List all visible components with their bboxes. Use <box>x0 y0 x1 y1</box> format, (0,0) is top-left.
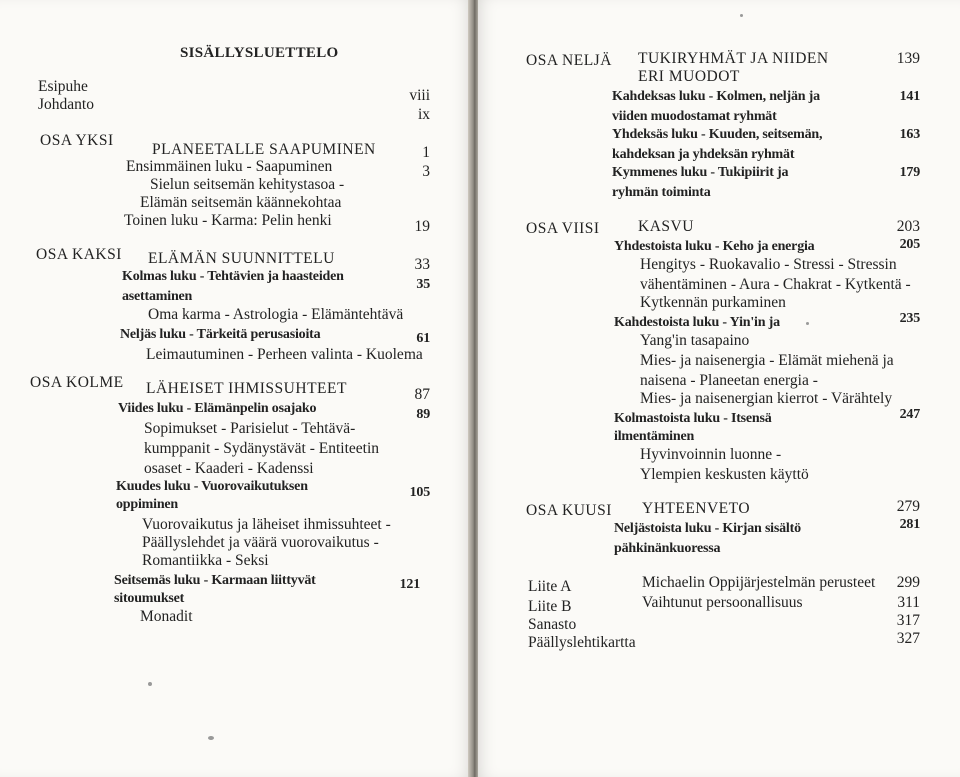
chapter-title: Seitsemäs luku - Karmaan liittyvät <box>114 573 316 588</box>
chapter-title: Toinen luku - Karma: Pelin henki <box>124 212 332 229</box>
chapter-page: 205 <box>899 237 920 252</box>
chapter-subtopics: Mies- ja naisenergian kierrot - Värähtely <box>640 390 893 407</box>
chapter-page: 105 <box>409 485 430 500</box>
appendix-page: 311 <box>897 594 920 611</box>
chapter-title: Yhdestoista luku - Keho ja energia <box>614 239 815 254</box>
chapter-title-cont: Yang'in tasapaino <box>640 332 750 349</box>
part-title: YHTEENVETO <box>642 500 751 517</box>
chapter-title-cont: viiden muodostamat ryhmät <box>612 109 777 124</box>
chapter-subtopics: Monadit <box>140 608 193 625</box>
left-page <box>0 0 470 777</box>
chapter-title-cont: asettaminen <box>122 289 193 304</box>
part-title: TUKIRYHMÄT JA NIIDEN <box>638 50 829 67</box>
chapter-subtopics: Leimautuminen - Perheen valinta - Kuolema <box>146 346 423 363</box>
chapter-title: Kymmenes luku - Tukipiirit ja <box>612 165 789 180</box>
chapter-title: Yhdeksäs luku - Kuuden, seitsemän, <box>612 127 823 142</box>
paper-speck <box>148 682 152 686</box>
chapter-page: 61 <box>416 331 430 346</box>
map-page: 327 <box>896 630 920 647</box>
chapter-page: 163 <box>899 127 920 142</box>
appendix-label: Liite A <box>528 578 572 595</box>
chapter-title: Neljästoista luku - Kirjan sisältö <box>614 521 801 536</box>
part-label: OSA NELJÄ <box>526 52 612 69</box>
chapter-subtopics: Oma karma - Astrologia - Elämäntehtävä <box>148 306 404 323</box>
chapter-title-cont: ilmentäminen <box>614 429 695 444</box>
chapter-page: 19 <box>414 218 430 235</box>
chapter-subtopics: vähentäminen - Aura - Chakrat - Kytkentä - <box>640 276 911 293</box>
part-label: OSA KUUSI <box>526 502 612 519</box>
chapter-subtopics: Elämän seitsemän käännekohtaa <box>140 194 342 211</box>
paper-speck <box>740 14 743 17</box>
chapter-page: 235 <box>899 311 920 326</box>
chapter-subtopics: naisena - Planeetan energia - <box>640 372 818 389</box>
part-title: KASVU <box>638 218 694 235</box>
part-label: OSA YKSI <box>40 132 114 149</box>
part-title: PLANEETALLE SAAPUMINEN <box>152 141 376 158</box>
chapter-subtopics: Romantiikka - Seksi <box>142 552 269 569</box>
paper-speck <box>208 736 214 740</box>
chapter-subtopics: osaset - Kaaderi - Kadenssi <box>144 460 314 477</box>
chapter-page: 141 <box>899 89 920 104</box>
part-page: 1 <box>422 144 430 161</box>
chapter-title: Neljäs luku - Tärkeitä perusasioita <box>120 327 321 342</box>
appendix-label: Liite B <box>528 598 572 615</box>
chapter-title: Kolmas luku - Tehtävien ja haasteiden <box>122 269 344 284</box>
chapter-subtopics: Hyvinvoinnin luonne - <box>640 446 782 463</box>
chapter-page: 247 <box>899 407 920 422</box>
chapter-page: 281 <box>899 517 920 532</box>
glossary-page: 317 <box>896 612 920 629</box>
chapter-subtopics: Päällyslehdet ja väärä vuorovaikutus - <box>142 534 379 551</box>
part-page: 279 <box>896 498 920 515</box>
chapter-title: Kahdeksas luku - Kolmen, neljän ja <box>612 89 820 104</box>
chapter-subtopics: Ylempien keskusten käyttö <box>640 466 809 483</box>
part-label: OSA VIISI <box>526 220 600 237</box>
chapter-title: Kahdestoista luku - Yin'in ja <box>614 315 780 330</box>
chapter-title-cont: oppiminen <box>116 497 178 512</box>
chapter-subtopics: Vuorovaikutus ja läheiset ihmissuhteet - <box>142 516 391 533</box>
chapter-subtopics: Sielun seitsemän kehitystasoa - <box>150 176 345 193</box>
preface-label: Esipuhe <box>38 78 88 95</box>
chapter-title-cont: kahdeksan ja yhdeksän ryhmät <box>612 147 795 162</box>
part-page: 139 <box>896 50 920 67</box>
chapter-subtopics: kumppanit - Sydänystävät - Entiteetin <box>144 440 380 457</box>
chapter-title: Kolmastoista luku - Itsensä <box>614 411 772 426</box>
chapter-page: 179 <box>899 165 920 180</box>
part-label: OSA KAKSI <box>36 246 122 263</box>
appendix-page: 299 <box>896 574 920 591</box>
chapter-subtopics: Mies- ja naisenergia - Elämät miehenä ja <box>640 352 894 369</box>
glossary-label: Sanasto <box>528 616 577 633</box>
chapter-subtopics: Sopimukset - Parisielut - Tehtävä- <box>144 420 356 437</box>
part-page: 33 <box>414 256 430 273</box>
preface-page: viii <box>409 87 430 104</box>
chapter-title: Ensimmäinen luku - Saapuminen <box>126 158 333 175</box>
right-page <box>478 0 960 777</box>
appendix-title: Michaelin Oppijärjestelmän perusteet <box>642 574 876 591</box>
part-title-cont: ERI MUODOT <box>638 68 740 85</box>
part-page: 203 <box>896 218 920 235</box>
part-page: 87 <box>414 386 430 403</box>
appendix-title: Vaihtunut persoonallisuus <box>642 594 803 611</box>
chapter-title-cont: ryhmän toiminta <box>612 185 711 200</box>
paper-speck <box>806 322 809 325</box>
map-label: Päällyslehtikartta <box>528 634 636 651</box>
toc-title: SISÄLLYSLUETTELO <box>180 45 339 61</box>
chapter-page: 121 <box>399 577 420 592</box>
chapter-page: 89 <box>416 407 430 422</box>
chapter-title-cont: sitoumukset <box>114 591 185 606</box>
part-title: ELÄMÄN SUUNNITTELU <box>148 250 335 267</box>
chapter-title-cont: pähkinänkuoressa <box>614 541 721 556</box>
chapter-page: 35 <box>416 277 430 292</box>
part-label: OSA KOLME <box>30 374 124 391</box>
part-title: LÄHEISET IHMISSUHTEET <box>146 380 347 397</box>
chapter-subtopics: Hengitys - Ruokavalio - Stressi - Stressin <box>640 256 897 273</box>
chapter-subtopics: Kytkennän purkaminen <box>640 294 786 311</box>
chapter-title: Kuudes luku - Vuorovaikutuksen <box>116 479 308 494</box>
intro-label: Johdanto <box>38 96 94 113</box>
chapter-page: 3 <box>422 163 430 180</box>
chapter-title: Viides luku - Elämänpelin osajako <box>118 401 317 416</box>
intro-page: ix <box>417 106 430 123</box>
